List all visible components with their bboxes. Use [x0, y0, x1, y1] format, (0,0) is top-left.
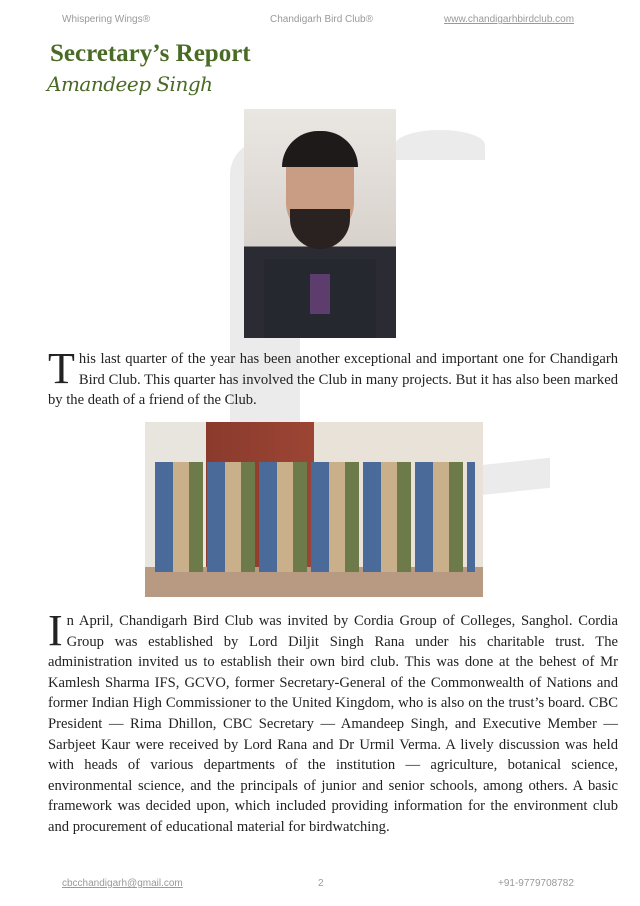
author-name: Amandeep Singh [47, 72, 213, 96]
drop-cap: I [48, 606, 63, 655]
paragraph-text: n April, Chandigarh Bird Club was invited by Cordia Group of Colleges, Sanghol. Cordia Group was established by Lord Diljit Singh Rana under his charitable trust. The administration invited us to establish their own bird club. This was done at the behest of Mr Kamlesh Sharma IFS, GCVO, former Secretary-General of the Commonwealth of Nations and former Indian High Commissioner to the United Kingdom, who is also on the trust’s board. CBC President — Rima Dhillon, CBC Secretary — Amandeep Singh, and Executive Member — Sarbjeet Kaur were received by Lord Rana and Dr Urmil Verma. A lively discussion was held with heads of various departments of the institution — agriculture, botanical science, environmental science, and the principals of junior and senior schools, among others. A basic framework was decided upon, which included providing information for the environment club and procurement of educational material for birdwatching. [48, 613, 618, 835]
group-photo [145, 422, 483, 597]
bird-watermark-wing [395, 130, 485, 160]
page-title: Secretary’s Report [50, 40, 251, 67]
cordia-paragraph [48, 606, 618, 838]
header-club: Chandigarh Bird Club® [270, 14, 373, 25]
paragraph-text: his last quarter of the year has been another exceptional and important one for Chandigarh Bird Club. This quarter has involved the Club in many projects. But it has also been marked by the death of a friend of the Club. [48, 351, 618, 409]
footer-email-link[interactable]: cbcchandigarh@gmail.com [62, 878, 183, 889]
footer-phone: +91-9779708782 [498, 878, 574, 889]
drop-cap: T [48, 344, 75, 393]
portrait-photo [244, 109, 396, 338]
intro-paragraph [48, 344, 618, 411]
page-number: 2 [318, 878, 324, 889]
header-publication: Whispering Wings® [62, 14, 150, 25]
header-website-link[interactable]: www.chandigarhbirdclub.com [444, 14, 575, 25]
